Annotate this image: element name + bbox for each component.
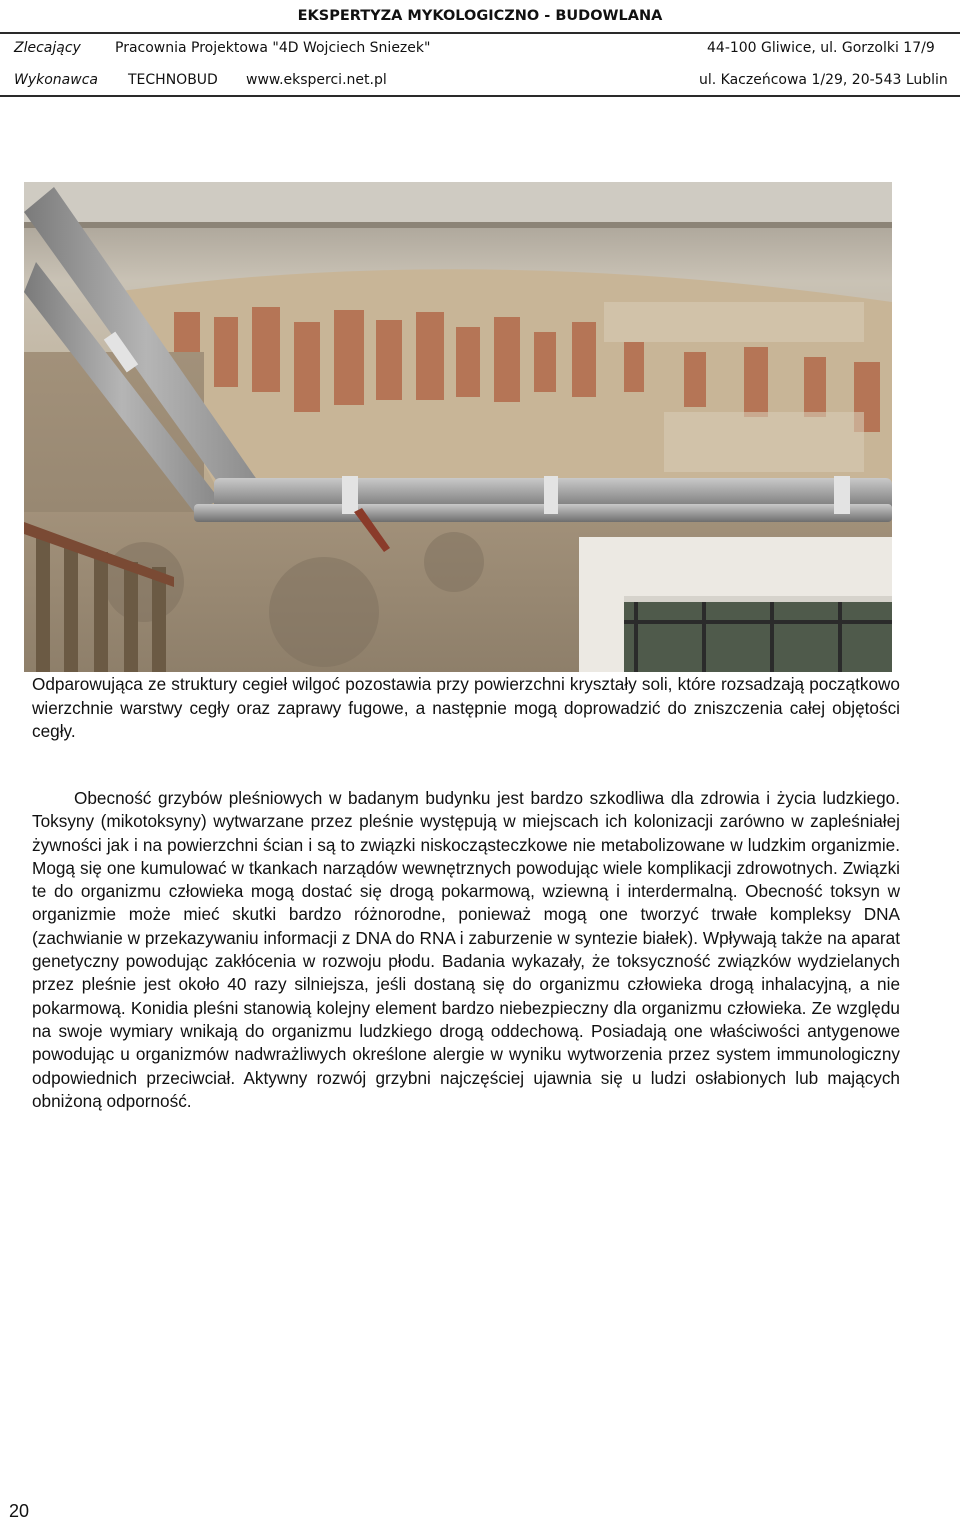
page-header xyxy=(0,0,960,100)
header-row-client xyxy=(0,40,960,62)
contractor-name: TECHNOBUD xyxy=(128,72,218,88)
header-divider-top xyxy=(0,32,960,34)
document-title: EKSPERTYZA MYKOLOGICZNO - BUDOWLANA xyxy=(297,8,663,24)
basement-ceiling-photo xyxy=(24,182,892,672)
header-divider-bottom xyxy=(0,95,960,97)
client-name: Pracownia Projektowa "4D Wojciech Sniezek" xyxy=(115,40,431,56)
contractor-website: www.eksperci.net.pl xyxy=(246,72,387,88)
contractor-label: Wykonawca xyxy=(14,72,98,88)
client-address: 44-100 Gliwice, ul. Gorzolki 17/9 xyxy=(707,40,935,56)
client-label: Zlecający xyxy=(14,40,81,56)
photo-illustration xyxy=(24,182,892,672)
page-number: 20 xyxy=(9,1501,30,1521)
header-row-contractor xyxy=(0,72,960,94)
paragraph-mold-health: Obecność grzybów pleśniowych w badanym budynku jest bardzo szkodliwa dla zdrowia i życia ludzkiego. Toksyny (mikotoksyny) wytwarzane przez pleśnie występują w miejscach ich kolonizacji zarówno w zapleśniałej żywności jak i na powierzchni ścian i są to związki niskocząsteczkowe nie metabolizowane w ludzkim organizmie. Mogą się one kumulować w tkankach narządów wewnętrznych powodując wiele komplikacji zdrowotnych. Związki te do organizmu człowieka mogą dostać się drogą pokarmową, wziewną i interdermalną. Obecność toksyn w organizmie może mieć skutki bardzo różnorodne, ponieważ mogą one tworzyć trwałe kompleksy DNA (zachwianie w przekazywaniu informacji z DNA do RNA i zaburzenie w syntezie białek). Wpływają także na aparat genetyczny powodując zakłócenia w rozwoju płodu. Badania wykazały, że toksyczność związków wydzielanych przez pleśnie jest około 40 razy silniejsza, jeśli dostaną się do organizmu człowieka drogą inhalacyjną, a nie pokarmową. Konidia pleśni stanowią kolejny element bardzo niebezpieczny dla organizmu człowieka. Ze względu na swoje wymiary wnikają do organizmu ludzkiego drogą oddechową. Posiadają one właściwości antygenowe powodując u organizmów nadwrażliwych określone alergie w wyniku wytworzenia przez system immunologiczny odpowiednich przeciwciał. Aktywny rozwój grzybni najczęściej ujawnia się u ludzi osłabionych lub mających obniżoną odporność. xyxy=(32,788,900,1111)
paragraph-salt-damage: Odparowująca ze struktury cegieł wilgoć pozostawia przy powierzchni kryształy soli, które rozsadzają początkowo wierzchnie warstwy cegły oraz zaprawy fugowe, a następnie mogą doprowadzić do zniszczenia całej objętości cegły. xyxy=(32,674,900,741)
contractor-address: ul. Kaczeńcowa 1/29, 20-543 Lublin xyxy=(699,72,948,88)
